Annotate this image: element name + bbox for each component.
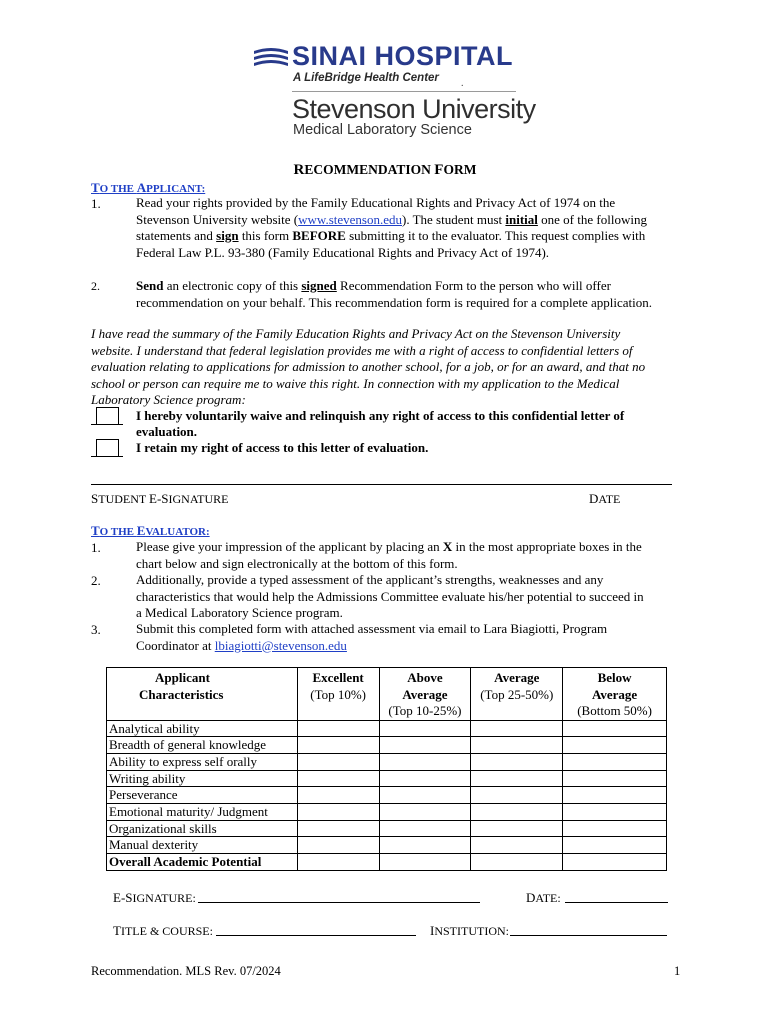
institution-field[interactable]	[510, 935, 667, 936]
applicant-instruction-1: Read your rights provided by the Family Educational Rights and Privacy Act of 1974 on the Stevenson University website (www.stevenson.edu). The student must initial one of the following statements and sign this form BEFORE submitting it to the evaluator. This request complies with Federal Law P.L. 93-380 (Family Educational Rights and Privacy Act of 1974).	[136, 195, 647, 260]
rating-cell-average[interactable]	[471, 787, 563, 804]
list-number: 2.	[91, 573, 101, 588]
list-number: 2.	[91, 279, 100, 293]
table-row	[107, 737, 667, 754]
rating-cell-below-average[interactable]	[563, 837, 667, 854]
rating-cell-excellent[interactable]	[297, 820, 379, 837]
rating-cell-above-average[interactable]	[379, 820, 471, 837]
applicant-instruction-2: Send an electronic copy of this signed Recommendation Form to the person who will offer recommendation on your behalf. This recommendation form is required for a complete application.	[136, 278, 652, 310]
list-number: 3.	[91, 622, 101, 637]
row-label: Manual dexterity	[107, 837, 298, 854]
rating-cell-above-average[interactable]	[379, 787, 471, 804]
table-row	[107, 837, 667, 854]
rating-cell-below-average[interactable]	[563, 753, 667, 770]
header-below-average: Below Average (Bottom 50%)	[563, 668, 667, 721]
rating-cell-average[interactable]	[471, 720, 563, 737]
evaluator-instruction-1: Please give your impression of the applicant by placing an X in the most appropriate boxes in the chart below and sign electronically at the bottom of this form.	[136, 539, 642, 571]
table-row	[107, 820, 667, 837]
rating-cell-below-average[interactable]	[563, 770, 667, 787]
rating-cell-above-average[interactable]	[379, 770, 471, 787]
header-characteristics: Applicant Characteristics	[107, 668, 298, 721]
retain-initial-field[interactable]	[91, 439, 123, 457]
rating-cell-average[interactable]	[471, 804, 563, 821]
rating-cell-below-average[interactable]	[563, 820, 667, 837]
rating-cell-average[interactable]	[471, 737, 563, 754]
evaluator-instruction-2: Additionally, provide a typed assessment of the applicant’s strengths, weaknesses and any characteristics that would help the Admissions Committee evaluate his/her potential to succeed in a Medical Laboratory Science program.	[136, 572, 644, 620]
evaluator-section-heading: TO THE EVALUATOR:	[91, 523, 210, 538]
page-number: 1	[674, 964, 681, 978]
table-row	[107, 770, 667, 787]
rating-cell-below-average[interactable]	[563, 787, 667, 804]
form-title: RECOMMENDATION FORM	[293, 162, 477, 178]
waive-initial-field[interactable]	[91, 407, 123, 425]
table-header-row	[107, 668, 667, 721]
rating-cell-excellent[interactable]	[297, 837, 379, 854]
row-label: Analytical ability	[107, 720, 298, 737]
rating-cell-average[interactable]	[471, 854, 563, 871]
student-signature-line[interactable]	[91, 484, 672, 485]
evaluator-instruction-3: Submit this completed form with attached assessment via email to Lara Biagiotti, Program Coordinator at lbiagiotti@stevenson.edu	[136, 621, 608, 653]
table-row	[107, 804, 667, 821]
hospital-name: SINAI HOSPITAL	[292, 41, 514, 71]
rating-cell-excellent[interactable]	[297, 753, 379, 770]
stevenson-website-link[interactable]: www.stevenson.edu	[298, 211, 402, 227]
table-row	[107, 854, 667, 871]
table-row	[107, 787, 667, 804]
rating-cell-excellent[interactable]	[297, 804, 379, 821]
rating-cell-above-average[interactable]	[379, 854, 471, 871]
row-label: Organizational skills	[107, 820, 298, 837]
coordinator-email-link[interactable]: lbiagiotti@stevenson.edu	[214, 637, 347, 653]
evaluator-date-label: DATE:	[526, 890, 561, 905]
department-name: Medical Laboratory Science	[293, 122, 472, 138]
retain-option-text: I retain my right of access to this letter of evaluation.	[136, 440, 429, 455]
evaluator-date-field[interactable]	[565, 902, 668, 903]
logo-divider	[292, 91, 516, 92]
student-date-label: DATE	[589, 491, 621, 506]
evaluator-signature-field[interactable]	[198, 902, 480, 903]
rating-cell-below-average[interactable]	[563, 720, 667, 737]
rating-cell-excellent[interactable]	[297, 770, 379, 787]
rating-cell-average[interactable]	[471, 770, 563, 787]
list-number: 1.	[91, 540, 101, 555]
title-course-field[interactable]	[216, 935, 416, 936]
row-label: Emotional maturity/ Judgment	[107, 804, 298, 821]
university-name: Stevenson University	[292, 94, 536, 124]
evaluator-signature-label: E-SIGNATURE:	[113, 890, 196, 905]
sinai-hospital-logo-icon	[252, 47, 290, 69]
rating-cell-average[interactable]	[471, 820, 563, 837]
rating-cell-above-average[interactable]	[379, 837, 471, 854]
institution-label: INSTITUTION:	[430, 923, 509, 938]
header-average: Average (Top 25-50%)	[471, 668, 563, 721]
rating-cell-excellent[interactable]	[297, 737, 379, 754]
footer-revision: Recommendation. MLS Rev. 07/2024	[91, 964, 281, 978]
rating-cell-average[interactable]	[471, 837, 563, 854]
row-label: Overall Academic Potential	[107, 854, 298, 871]
rating-cell-above-average[interactable]	[379, 720, 471, 737]
table-row	[107, 720, 667, 737]
applicant-rating-table	[106, 667, 667, 871]
rating-cell-below-average[interactable]	[563, 854, 667, 871]
table-row	[107, 753, 667, 770]
rating-cell-below-average[interactable]	[563, 804, 667, 821]
rating-cell-below-average[interactable]	[563, 737, 667, 754]
title-course-label: TITLE & COURSE:	[113, 923, 213, 938]
rating-cell-above-average[interactable]	[379, 804, 471, 821]
ferpa-statement: I have read the summary of the Family Education Rights and Privacy Act on the Stevenson University website. I understand that federal legislation provides me with a right of access to confidential letters of evaluation relating to applications for admission to another school, for a job, or for an award, and that no school or person can require me to waive this right. In connection with my application to the Medical Laboratory Science program:	[91, 326, 646, 407]
row-label: Ability to express self orally	[107, 753, 298, 770]
logo-dot: .	[461, 78, 464, 89]
list-number: 1.	[91, 196, 101, 211]
row-label: Perseverance	[107, 787, 298, 804]
rating-cell-excellent[interactable]	[297, 720, 379, 737]
rating-cell-excellent[interactable]	[297, 787, 379, 804]
student-signature-label: STUDENT E-SIGNATURE	[91, 491, 229, 506]
rating-cell-excellent[interactable]	[297, 854, 379, 871]
header-excellent: Excellent (Top 10%)	[297, 668, 379, 721]
hospital-subtitle: A LifeBridge Health Center	[293, 72, 439, 84]
waive-option-text: I hereby voluntarily waive and relinquish any right of access to this confidential letter of evaluation.	[136, 408, 625, 439]
rating-cell-above-average[interactable]	[379, 753, 471, 770]
rating-cell-average[interactable]	[471, 753, 563, 770]
rating-cell-above-average[interactable]	[379, 737, 471, 754]
header-above-average: Above Average (Top 10-25%)	[379, 668, 471, 721]
applicant-section-heading: TO THE APPLICANT:	[91, 180, 206, 195]
row-label: Breadth of general knowledge	[107, 737, 298, 754]
row-label: Writing ability	[107, 770, 298, 787]
